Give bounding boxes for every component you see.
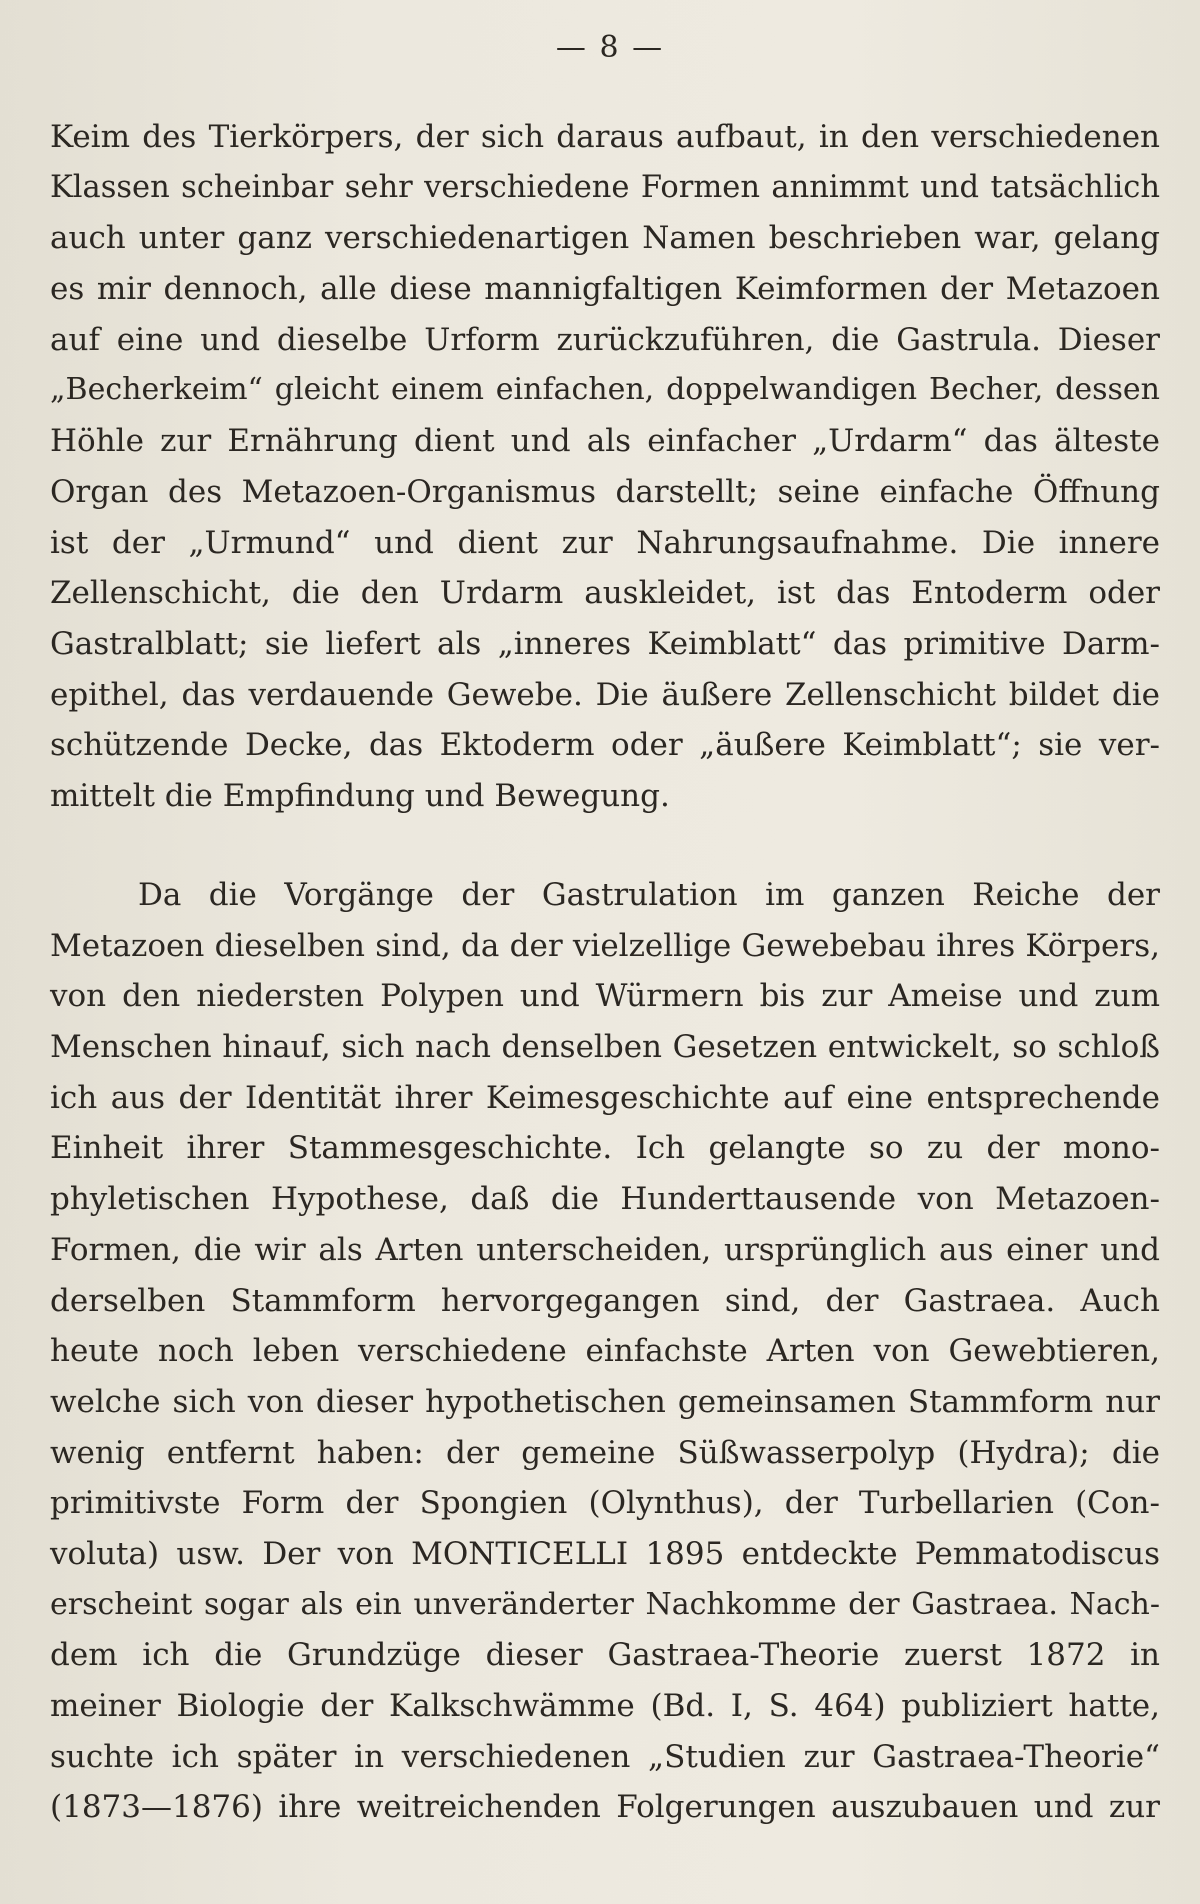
text-line: welche sich von dieser hypothetischen gemeinsamen Stammform nur [50, 1383, 1160, 1420]
text-line: wenig entfernt haben: der gemeine Süßwasserpolyp (Hydra); die [50, 1434, 1160, 1471]
text-line: ich aus der Identität ihrer Keimesgeschichte auf eine entsprechende [50, 1079, 1160, 1116]
text-line: Gastralblatt; sie liefert als „inneres Keimblatt“ das primitive Darm- [50, 625, 1160, 662]
text-line: heute noch leben verschiedene einfachste Arten von Gewebtieren, [50, 1333, 1160, 1370]
text-line: mittelt die Empfindung und Bewegung. [50, 777, 670, 814]
text-line: Einheit ihrer Stammesgeschichte. Ich gelangte so zu der mono- [50, 1130, 1160, 1167]
text-line: Menschen hinauf, sich nach denselben Gesetzen entwickelt, so schloß [50, 1029, 1160, 1066]
text-line: epithel, das verdauende Gewebe. Die äußere Zellenschicht bildet die [50, 676, 1160, 713]
text-line: Zellenschicht, die den Urdarm auskleidet, ist das Entoderm oder [50, 575, 1160, 612]
text-line: Klassen scheinbar sehr verschiedene Formen annimmt und tatsächlich [50, 169, 1160, 205]
paragraph-2 [50, 870, 1160, 1833]
text-line: suchte ich später in verschiedenen „Studien zur Gastraea-Theorie“ [50, 1738, 1160, 1775]
text-line: „Becherkeim“ gleicht einem einfachen, doppelwandigen Becher, dessen [50, 372, 1160, 408]
text-line: voluta) usw. Der von MONTICELLI 1895 entdeckte Pemmatodiscus [50, 1535, 1160, 1572]
text-line: dem ich die Grundzüge dieser Gastraea-Theorie zuerst 1872 in [50, 1637, 1160, 1674]
text-line: meiner Biologie der Kalkschwämme (Bd. I, S. 464) publiziert hatte, [50, 1688, 1160, 1724]
text-line: Metazoen dieselben sind, da der vielzellige Gewebebau ihres Körpers, [50, 927, 1160, 964]
text-line: Höhle zur Ernährung dient und als einfacher „Urdarm“ das älteste [50, 423, 1160, 460]
text-line: Keim des Tierkörpers, der sich daraus aufbaut, in den verschiedenen [50, 119, 1160, 155]
text-line: erscheint sogar als ein unveränderter Nachkomme der Gastraea. Nach- [50, 1586, 1160, 1622]
text-line: Formen, die wir als Arten unterscheiden, ursprünglich aus einer und [50, 1231, 1160, 1268]
paragraph-1 [50, 112, 1160, 822]
text-line: ist der „Urmund“ und dient zur Nahrungsaufnahme. Die innere [50, 524, 1160, 561]
text-line: auch unter ganz verschiedenartigen Namen beschrieben war, gelang [50, 220, 1160, 257]
text-line: (1873—1876) ihre weitreichenden Folgerungen auszubauen und zur [50, 1789, 1160, 1826]
text-line: Da die Vorgänge der Gastrulation im ganzen Reiche der [138, 877, 1160, 913]
text-line: schützende Decke, das Ektoderm oder „äußere Keimblatt“; sie ver- [50, 727, 1160, 764]
text-line: phyletischen Hypothese, daß die Hunderttausende von Metazoen- [50, 1181, 1160, 1218]
page-number: — 8 — [555, 30, 665, 65]
text-line: es mir dennoch, alle diese mannigfaltigen Keimformen der Metazoen [50, 271, 1160, 308]
text-line: Organ des Metazoen-Organismus darstellt; seine einfache Öffnung [50, 473, 1160, 510]
text-line: auf eine und dieselbe Urform zurückzuführen, die Gastrula. Dieser [50, 321, 1160, 358]
text-line: derselben Stammform hervorgegangen sind, der Gastraea. Auch [50, 1282, 1160, 1319]
text-line: von den niedersten Polypen und Würmern bis zur Ameise und zum [50, 978, 1160, 1015]
text-line: primitivste Form der Spongien (Olynthus), der Turbellarien (Con- [50, 1485, 1160, 1522]
